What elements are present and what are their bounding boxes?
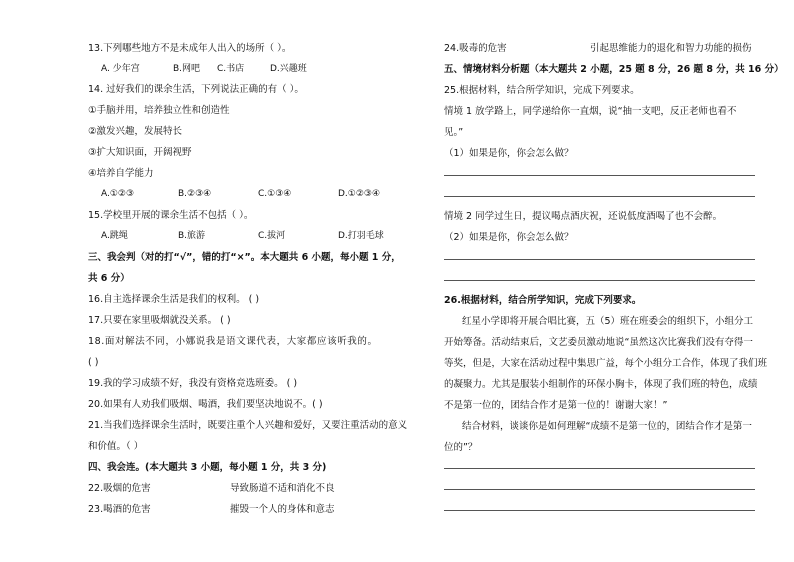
question-18-line-2: ( ) [88, 357, 99, 368]
question-22-left: 22.吸烟的危害 [88, 483, 151, 494]
question-17: 17.只要在家里吸烟就没关系。 ( ) [88, 315, 231, 326]
question-23-right: 摧毁一个人的身体和意志 [230, 504, 335, 515]
question-14-option-d: D.①②③④ [338, 189, 381, 199]
question-21-line-2: 和价值。（ ） [88, 441, 144, 452]
answer-line[interactable] [444, 259, 755, 260]
section-4-title: 四、我会连。(本大题共 3 小题，每小题 1 分，共 3 分) [88, 462, 327, 473]
question-23-left: 23.喝酒的危害 [88, 504, 151, 515]
question-13-option-a: A. 少年宫 [101, 64, 140, 74]
section-3-title-line-1: 三、我会判（对的打“√”，错的打“×”。本大题共 6 小题，每小题 1 分， [88, 252, 401, 263]
question-24-right: 引起思维能力的退化和智力功能的损伤 [590, 43, 752, 54]
question-21-line-1: 21.当我们选择课余生活时，既要注重个人兴趣和爱好，又要注重活动的意义 [88, 420, 408, 431]
question-14-option-a: A.①②③ [101, 189, 135, 199]
question-13-option-d: D.兴趣班 [270, 64, 307, 74]
question-26-para-line-4: 的凝聚力。尤其是服装小组制作的环保小胸卡，体现了我们班的特色，成绩 [444, 379, 758, 390]
question-13-option-b: B.网吧 [173, 64, 201, 74]
question-25-scene-1-line-1: 情境 1 放学路上，同学递给你一直烟，说“抽一支吧，反正老师也看不 [444, 106, 737, 117]
question-15-stem: 15.学校里开展的课余生活不包括（ ）。 [88, 210, 254, 221]
section-3-title-line-2: 共 6 分） [88, 273, 130, 284]
question-14-stem: 14. 过好我们的课余生活，下列说法正确的有（ ）。 [88, 84, 304, 95]
question-14-item-3: ③扩大知识面，开阔视野 [88, 147, 192, 158]
question-15-option-c: C.拔河 [258, 231, 286, 241]
question-15-option-a: A.跳绳 [101, 231, 128, 241]
question-13-stem: 13.下列哪些地方不是未成年人出入的场所（ ）。 [88, 43, 292, 54]
question-14-option-b: B.②③④ [178, 189, 212, 199]
answer-line[interactable] [444, 175, 755, 176]
question-25-scene-2: 情境 2 同学过生日，提议喝点酒庆祝，还说低度酒喝了也不会醉。 [444, 211, 723, 222]
question-26-stem: 26.根据材料，结合所学知识，完成下列要求。 [444, 295, 642, 306]
question-14-item-1: ①手脑并用，培养独立性和创造性 [88, 105, 230, 116]
question-24-left: 24.吸毒的危害 [444, 43, 507, 54]
answer-line[interactable] [444, 489, 755, 490]
question-13-option-c: C.书店 [217, 64, 245, 74]
question-14-option-c: C.①③④ [258, 189, 292, 199]
question-20: 20.如果有人劝我们吸烟、喝酒，我们要坚决地说不。( ) [88, 399, 323, 410]
question-14-item-2: ②激发兴趣，发展特长 [88, 126, 183, 137]
question-25-sub-2: （2）如果是你，你会怎么做？ [444, 232, 574, 243]
question-16: 16.自主选择课余生活是我们的权利。 ( ) [88, 294, 260, 305]
answer-line[interactable] [444, 510, 755, 511]
question-26-para-line-5: 不是第一位的，团结合作才是第一位的！谢谢大家！” [444, 400, 668, 411]
question-26-para-line-6: 结合材料，谈谈你是如何理解“成绩不是第一位的，团结合作才是第一 [462, 421, 752, 432]
question-26-para-line-2: 开始筹备。活动结束后，文艺委员激动地说“虽然这次比赛我们没有夺得一 [444, 337, 753, 348]
question-25-scene-1-line-2: 见。” [444, 127, 464, 138]
question-25-sub-1: （1）如果是你，你会怎么做？ [444, 148, 574, 159]
answer-line[interactable] [444, 468, 755, 469]
question-15-option-b: B.旅游 [178, 231, 206, 241]
question-19: 19.我的学习成绩不好，我没有资格竞选班委。 ( ) [88, 378, 298, 389]
question-25-stem: 25.根据材料，结合所学知识，完成下列要求。 [444, 85, 640, 96]
answer-line[interactable] [444, 196, 755, 197]
question-26-para-line-3: 等奖，但是，大家在活动过程中集思广益，每个小组分工合作，体现了我们班 [444, 358, 768, 369]
answer-line[interactable] [444, 280, 755, 281]
question-26-para-line-1: 红星小学即将开展合唱比赛，五（5）班在班委会的组织下，小组分工 [462, 316, 754, 327]
question-15-option-d: D.打羽毛球 [338, 231, 384, 241]
section-5-title: 五、情境材料分析题（本大题共 2 小题，25 题 8 分，26 题 8 分，共 16 分） [444, 64, 784, 75]
question-18-line-1: 18.面对解法不同，小娜说我是语文课代表，大家都应该听我的。 [88, 336, 378, 347]
question-26-para-line-7: 位的”？ [444, 442, 478, 453]
question-22-right: 导致肠道不适和消化不良 [230, 483, 335, 494]
question-14-item-4: ④培养自学能力 [88, 168, 154, 179]
